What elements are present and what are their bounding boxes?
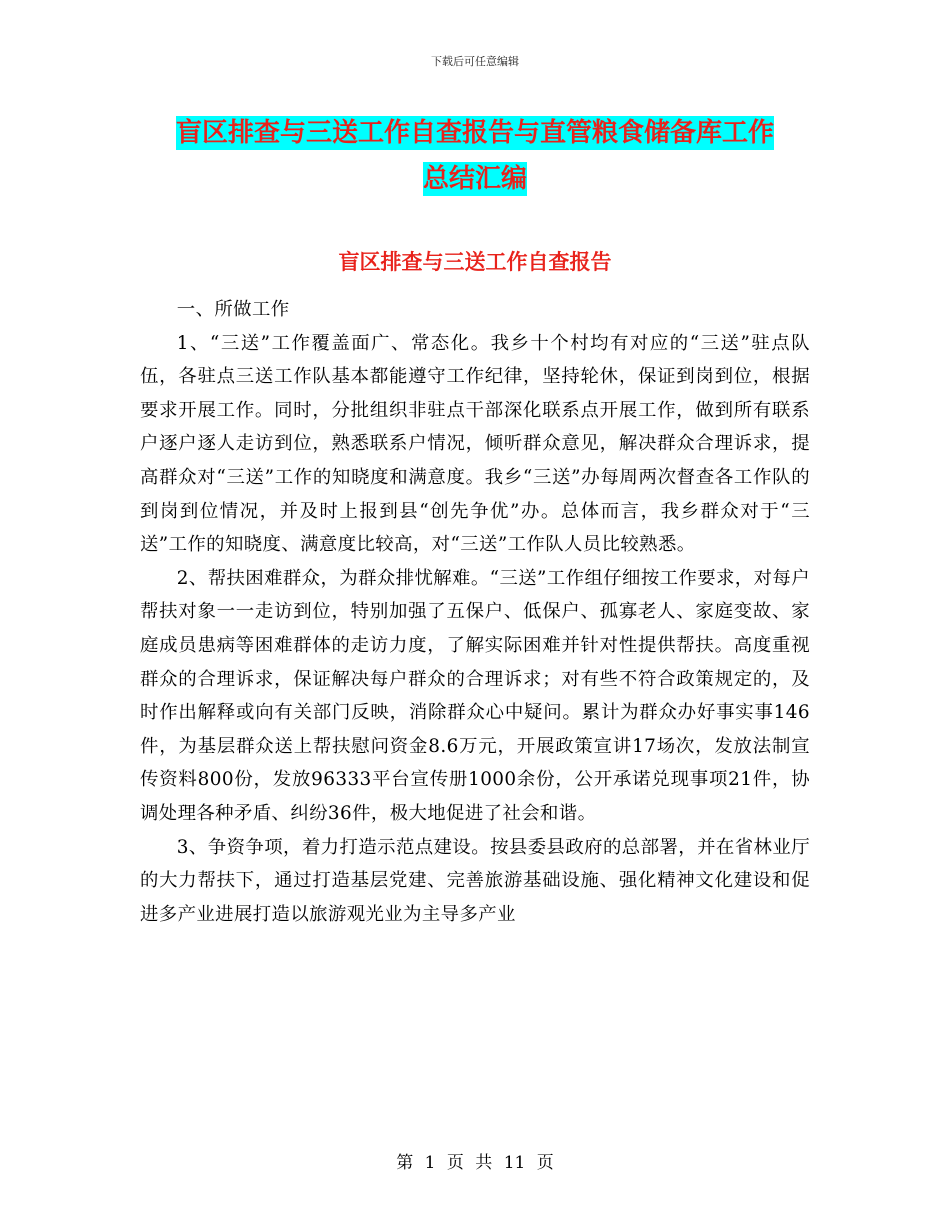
footer-label-ye2: 页 (536, 1153, 554, 1173)
page-header-note: 下载后可任意编辑 (431, 55, 519, 68)
body-paragraph-2: 2、帮扶困难群众，为群众排忧解难。“三送”工作组仔细按工作要求，对每户帮扶对象一一走访到位，特别加强了五保户、低保户、孤寡老人、家庭变故、家庭成员患病等困难群体的走访力度，了解实际困难并针对性提供帮扶。高度重视群众的合理诉求，保证解决每户群众的合理诉求；对有些不符合政策规定的，及时作出解释或向有关部门反映，消除群众心中疑问。累计为群众办好事实事146件，为基层群众送上帮扶慰问资金8.6万元，开展政策宣讲17场次，发放法制宣传资料800份，发放96333平台宣传册1000余份，公开承诺兑现事项21件，协调处理各种矛盾、纠纷36件，极大地促进了社会和谐。 (140, 567, 810, 824)
footer-total-pages: 11 (503, 1153, 526, 1173)
page-footer (0, 1148, 950, 1173)
footer-label-di: 第 (396, 1153, 414, 1173)
document-title-line1: 盲区排查与三送工作自查报告与直管粮食储备库工作 (175, 118, 774, 148)
section-title: 盲区排查与三送工作自查报告 (338, 250, 612, 274)
document-title (140, 110, 810, 202)
footer-current-page: 1 (424, 1153, 436, 1173)
document-title-line2: 总结汇编 (422, 164, 527, 194)
body-paragraph-1: 1、“三送”工作覆盖面广、常态化。我乡十个村均有对应的“三送”驻点队伍，各驻点三送工作队基本都能遵守工作纪律，坚持轮休，保证到岗到位，根据要求开展工作。同时，分批组织非驻点干部深化联系点开展工作，做到所有联系户逐户逐人走访到位，熟悉联系户情况，倾听群众意见，解决群众合理诉求，提高群众对“三送”工作的知晓度和满意度。我乡“三送”办每周两次督查各工作队的到岗到位情况，并及时上报到县“创先争优”办。总体而言，我乡群众对于“三送”工作的知晓度、满意度比较高，对“三送”工作队人员比较熟悉。 (140, 332, 810, 556)
heading-what-was-done: 一、所做工作 (176, 299, 290, 320)
footer-label-gong: 共 (475, 1153, 493, 1173)
body-paragraph-3: 3、争资争项，着力打造示范点建设。按县委县政府的总部署，并在省林业厅的大力帮扶下，通过打造基层党建、完善旅游基础设施、强化精神文化建设和促进多产业进展打造以旅游观光业为主导多产业 (140, 836, 810, 925)
footer-label-ye: 页 (446, 1153, 464, 1173)
document-body (140, 293, 810, 931)
